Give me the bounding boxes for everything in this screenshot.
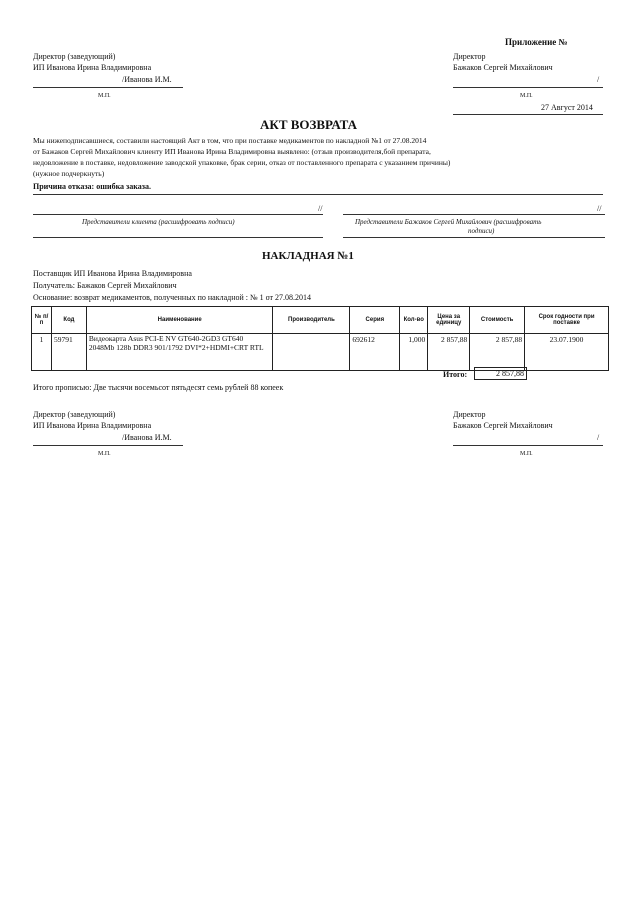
appendix-label: Приложение № (505, 37, 568, 47)
act-line-2: от Бажаков Сергей Михайлович клиенту ИП Иванова Ирина Владимировна выявлено: (отзыв производителя,бой препарата, (33, 147, 431, 156)
bottom-left-title: Директор (заведующий) (33, 410, 116, 419)
bottom-right-name: Бажаков Сергей Михайлович (453, 421, 553, 430)
top-left-title: Директор (заведующий) (33, 52, 116, 61)
cell-series: 692612 (350, 334, 400, 371)
top-right-title: Директор (453, 52, 486, 61)
act-line-4: (нужное подчеркнуть) (33, 169, 105, 178)
top-right-sign-line (453, 87, 603, 88)
bottom-left-sign-line (33, 445, 183, 446)
cell-expiry: 23.07.1900 (525, 334, 609, 371)
col-header-series: Серия (350, 307, 400, 334)
cell-price: 2 857,88 (428, 334, 470, 371)
col-header-price: Цена за единицу (428, 307, 470, 334)
client-rep-label: Представители клиента (расшифровать подписи) (82, 218, 235, 226)
total-in-words: Итого прописью: Две тысячи восемьсот пятьдесят семь рублей 88 копеек (33, 383, 284, 392)
cell-num: 1 (32, 334, 52, 371)
reason-line (33, 194, 603, 195)
bottom-left-mp: М.П. (98, 451, 111, 457)
top-left-short: /Иванова И.М. (122, 75, 172, 84)
cell-name: Видеокарта Asus PCI-E NV GT640-2GD3 GT640 2048Mb 128b DDR3 901/1792 DVI*2+HDMI+CRT RTL (86, 334, 273, 371)
invoice-supplier: Поставщик ИП Иванова Ирина Владимировна (33, 269, 192, 278)
top-right-name: Бажаков Сергей Михайлович (453, 63, 553, 72)
total-label: Итого: (443, 370, 468, 379)
bottom-right-mp: М.П. (520, 451, 533, 457)
invoice-recipient: Получатель: Бажаков Сергей Михайлович (33, 281, 177, 290)
table-row (32, 334, 609, 371)
act-title: АКТ ВОЗВРАТА (260, 117, 357, 132)
cell-code: 59791 (51, 334, 86, 371)
top-left-mp: М.П. (98, 93, 111, 99)
col-header-expiry: Срок годности при поставке (525, 307, 609, 334)
invoice-table (31, 306, 609, 371)
document-date: 27 Август 2014 (541, 103, 593, 112)
refusal-reason: Причина отказа: ошибка заказа. (33, 182, 151, 191)
col-header-code: Код (51, 307, 86, 334)
col-header-cost: Стоимость (470, 307, 525, 334)
supplier-rep-label-1: Представители Бажаков Сергей Михайлович (расшифровать (355, 218, 542, 226)
col-header-qty: Кол-во (400, 307, 428, 334)
top-left-sign-line (33, 87, 183, 88)
act-line-1: Мы нижеподписавшиеся, составили настоящий Акт в том, что при поставке медикаментов по накладной №1 от 27.08.2014 (33, 136, 427, 145)
supplier-rep-slash: // (597, 204, 602, 213)
invoice-title: НАКЛАДНАЯ №1 (262, 250, 354, 262)
cell-qty: 1,000 (400, 334, 428, 371)
supplier-rep-line-top (343, 214, 605, 215)
cell-cost: 2 857,88 (470, 334, 525, 371)
bottom-right-title: Директор (453, 410, 486, 419)
invoice-header-row (32, 307, 609, 334)
col-header-num: № п/п (32, 307, 52, 334)
col-header-name: Наименование (86, 307, 273, 334)
top-left-name: ИП Иванова Ирина Владимировна (33, 63, 152, 72)
bottom-left-name: ИП Иванова Ирина Владимировна (33, 421, 152, 430)
supplier-rep-label-2: подписи) (468, 227, 495, 235)
bottom-left-short: /Иванова И.М. (122, 433, 172, 442)
bottom-right-sign-line (453, 445, 603, 446)
supplier-rep-line-bottom (343, 237, 605, 238)
date-line (453, 114, 603, 115)
total-value: 2 857,88 (474, 367, 527, 380)
act-line-3: недовложение в поставке, недовложение заводской упаковке, брак серии, отказ от поставленного препарата с указанием причины) (33, 158, 451, 167)
client-rep-slash: // (318, 204, 323, 213)
top-right-slash: / (597, 75, 600, 84)
bottom-right-slash: / (597, 433, 600, 442)
client-rep-line-bottom (33, 237, 323, 238)
cell-manufacturer (273, 334, 350, 371)
col-header-manufacturer: Производитель (273, 307, 350, 334)
top-right-mp: М.П. (520, 93, 533, 99)
client-rep-line-top (33, 214, 323, 215)
invoice-basis: Основание: возврат медикаментов, полученных по накладной : № 1 от 27.08.2014 (33, 293, 312, 302)
